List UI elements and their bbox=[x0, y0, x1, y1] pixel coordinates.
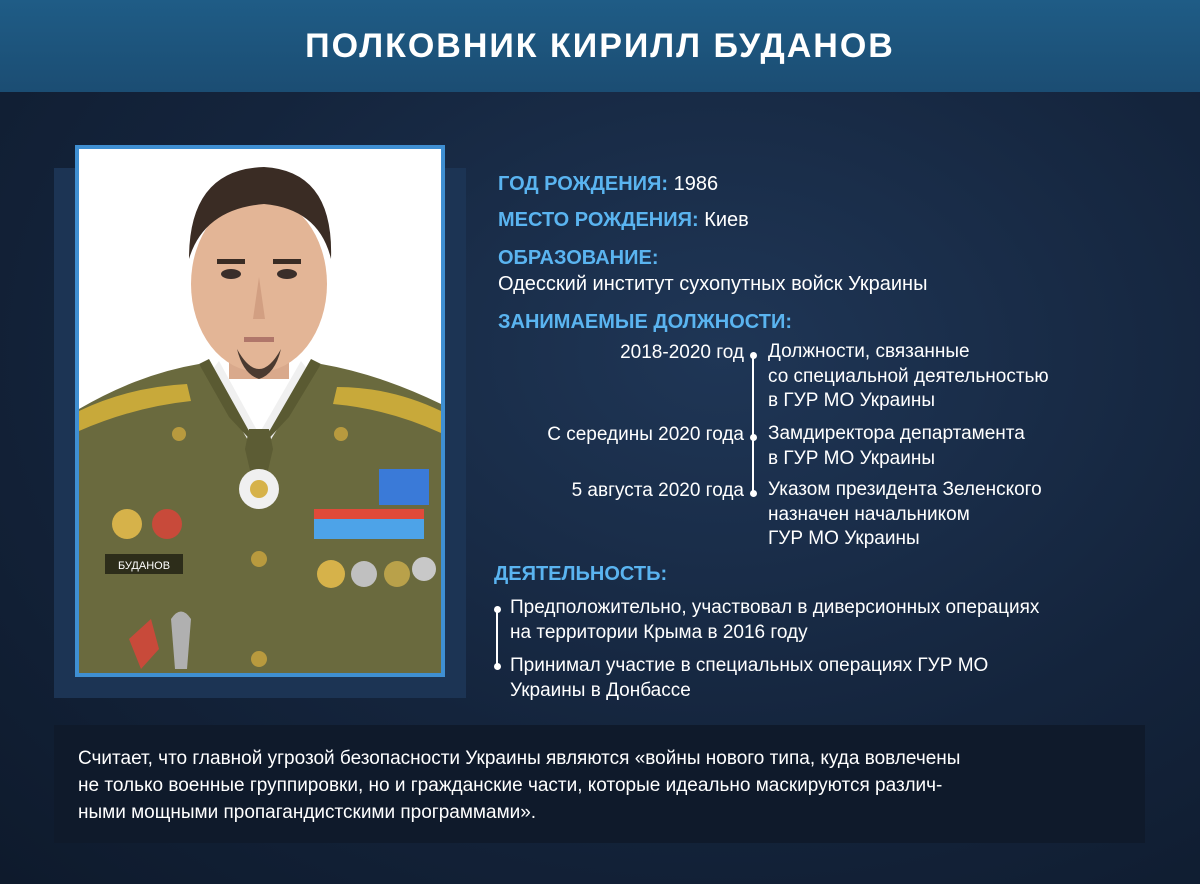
position-date-1: 2018-2020 год bbox=[620, 342, 744, 363]
timeline-dot-2 bbox=[750, 434, 757, 441]
birth-year-label: ГОД РОЖДЕНИЯ: bbox=[498, 173, 669, 195]
birth-place-row bbox=[498, 208, 749, 232]
position-1-line-2: со специальной деятельностью bbox=[768, 365, 1049, 387]
education-value-row bbox=[498, 272, 927, 296]
title-bar bbox=[0, 0, 1200, 92]
svg-text:БУДАНОВ: БУДАНОВ bbox=[117, 560, 171, 572]
position-2-line-1: Замдиректора департамента bbox=[768, 423, 1025, 444]
activity-item-1 bbox=[510, 596, 1039, 645]
quote-line-1: Считает, что главной угрозой безопасности Украины являются «войны нового типа, куда вовлечены bbox=[78, 748, 961, 769]
birth-year-row bbox=[498, 172, 718, 196]
positions-label-row bbox=[498, 310, 792, 334]
quote-box bbox=[54, 725, 1145, 843]
education-label-row bbox=[498, 246, 659, 270]
portrait-photo bbox=[79, 149, 441, 673]
position-3-line-1: Указом президента Зеленского bbox=[768, 479, 1042, 500]
activity-line bbox=[496, 610, 498, 666]
timeline-dot-1 bbox=[750, 352, 757, 359]
positions-timeline bbox=[400, 340, 1160, 555]
timeline-text-block bbox=[768, 340, 1160, 555]
position-description-1 bbox=[768, 340, 1049, 414]
quote-line-2: не только военные группировки, но и гражданские части, которые идеально маскируются различ- bbox=[78, 775, 943, 796]
position-date-3: 5 августа 2020 года bbox=[571, 480, 744, 501]
position-2-line-2: в ГУР МО Украины bbox=[768, 447, 935, 469]
birth-place-value: Киев bbox=[704, 209, 749, 231]
education-value: Одесский институт сухопутных войск Украины bbox=[498, 273, 928, 295]
position-3-line-2: назначен начальником bbox=[768, 503, 970, 525]
activity-2-line-1: Принимал участие в специальных операциях ГУР МО bbox=[510, 655, 989, 676]
education-label: ОБРАЗОВАНИЕ: bbox=[498, 247, 659, 269]
page-title: ПОЛКОВНИК КИРИЛЛ БУДАНОВ bbox=[305, 26, 895, 65]
quote-line-3: ными мощными пропагандистскими программами». bbox=[78, 802, 537, 823]
birth-place-label: МЕСТО РОЖДЕНИЯ: bbox=[498, 209, 699, 231]
position-1-line-3: в ГУР МО Украины bbox=[768, 390, 935, 411]
timeline-date-block bbox=[400, 340, 744, 555]
position-1-line-1: Должности, связанные bbox=[768, 341, 970, 362]
position-description-2 bbox=[768, 422, 1025, 471]
activity-label-row bbox=[494, 562, 667, 586]
position-3-line-3: ГУР МО Украины bbox=[768, 528, 920, 549]
position-description-3 bbox=[768, 478, 1042, 552]
birth-year-value: 1986 bbox=[673, 173, 719, 195]
positions-label: ЗАНИМАЕМЫЕ ДОЛЖНОСТИ: bbox=[498, 311, 792, 333]
timeline-dot-3 bbox=[750, 490, 757, 497]
activity-1-line-2: на территории Крыма в 2016 году bbox=[510, 621, 808, 643]
activity-1-line-1: Предположительно, участвовал в диверсионных операциях bbox=[510, 597, 1040, 618]
activity-dot-2 bbox=[494, 663, 501, 670]
photo-frame bbox=[75, 145, 445, 677]
activity-dot-1 bbox=[494, 606, 501, 613]
timeline-line bbox=[752, 354, 754, 494]
activity-label: ДЕЯТЕЛЬНОСТЬ: bbox=[494, 563, 668, 585]
position-date-2: С середины 2020 года bbox=[547, 424, 744, 445]
portrait-illustration bbox=[79, 149, 441, 673]
activity-item-2 bbox=[510, 654, 988, 703]
activity-2-line-2: Украины в Донбассе bbox=[510, 679, 691, 701]
activity-list bbox=[490, 594, 1170, 709]
